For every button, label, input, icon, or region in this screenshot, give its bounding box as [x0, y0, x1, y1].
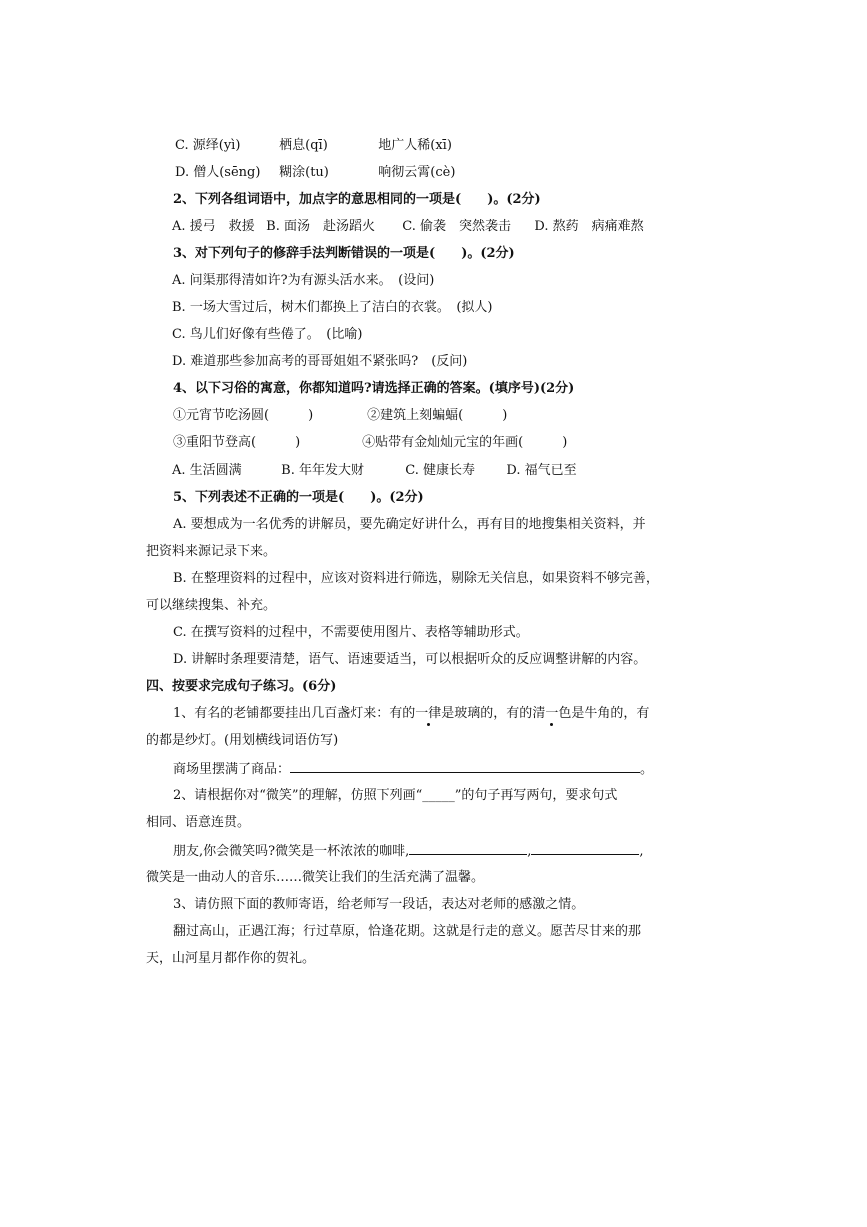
q2-title: 2、下列各组词语中，加点字的意思相同的一项是( )。(2分) — [173, 192, 541, 207]
s4-q1-answer-row — [173, 760, 653, 779]
s4-q1-text-c: 是玻璃的，有的 — [441, 706, 533, 721]
q2-option-c: C. 偷袭 突然袭击 — [402, 219, 512, 234]
q4-item4: ④贴带有金灿灿元宝的年画( ) — [362, 435, 568, 450]
q5-option-a-line1: A. 要想成为一名优秀的讲解员，要先确定好讲什么，再有目的地搜集相关资料，并 — [173, 517, 646, 532]
s4-q1-line1 — [173, 705, 649, 723]
s4-q1-answer-blank[interactable] — [290, 760, 640, 773]
q2-option-d: D. 熬药 病痛难熬 — [534, 219, 644, 234]
q1-c-word2: 栖息(qī) — [279, 138, 328, 153]
s4-q2-line2: 相同、语意连贯。 — [146, 815, 251, 830]
q1-d-word2: 糊涂(tu) — [279, 165, 329, 180]
s4-q2-example-line1 — [173, 842, 644, 861]
q4-option-d: D. 福气已至 — [506, 463, 577, 478]
q4-options — [172, 462, 577, 480]
q4-item1: ①元宵节吃汤圆( ) — [173, 408, 314, 423]
s4-q1-text-e: 是牛角的，有 — [571, 706, 650, 721]
q1-option-d — [175, 164, 455, 182]
q5-option-d: D. 讲解时条理要清楚，语气、语速要适当，可以根据听众的反应调整讲解的内容。 — [173, 652, 647, 667]
s4-q1-line2: 的都是纱灯。(用划横线词语仿写) — [146, 733, 339, 748]
q3-option-c: C. 鸟儿们好像有些倦了。 (比喻) — [172, 327, 363, 342]
q4-option-a: A. 生活圆满 — [172, 463, 242, 478]
q4-item3: ③重阳节登高( ) — [173, 435, 301, 450]
q3-option-d: D. 难道那些参加高考的哥哥姐姐不紧张吗? (反问) — [172, 354, 468, 369]
q2-option-b: B. 面汤 赴汤蹈火 — [266, 219, 375, 234]
q5-option-a-line2: 把资料来源记录下来。 — [146, 544, 277, 559]
s4-q1-end: 。 — [640, 762, 654, 777]
q3-option-b: B. 一场大雪过后，树木们都换上了洁白的衣裳。 (拟人) — [172, 300, 493, 315]
s4-q1-dotted-word-2: 清一色 — [532, 706, 572, 721]
s4-q2-sep: , — [527, 844, 532, 859]
s4-q2-blank-2[interactable] — [531, 842, 639, 855]
s4-q2-example-line2: 微笑是一曲动人的音乐……微笑让我们的生活充满了温馨。 — [146, 870, 485, 885]
q2-options — [172, 218, 644, 236]
q5-option-c: C. 在撰写资料的过程中，不需要使用图片、表格等辅助形式。 — [173, 625, 529, 640]
q3-option-a: A. 问渠那得清如许?为有源头活水来。 (设问) — [172, 273, 435, 288]
s4-q3-example-line1: 翻过高山，正遇江海；行过草原，恰逢花期。这就是行走的意义。愿苦尽甘来的那 — [173, 924, 642, 939]
s4-q2-blank-1[interactable] — [409, 842, 527, 855]
q4-row1 — [173, 407, 507, 425]
s4-q3-title: 3、请仿照下面的教师寄语，给老师写一段话，表达对老师的感激之情。 — [173, 897, 585, 912]
s4-q2-line1: 2、请根据你对“微笑”的理解，仿照下列画“_____”的句子再写两句，要求句式 — [173, 788, 618, 803]
s4-q1-dotted-word-1: 一律 — [415, 706, 442, 721]
section4-title: 四、按要求完成句子练习。(6分) — [146, 679, 337, 694]
q1-d-word1: D. 僧人(sēng) — [175, 165, 261, 180]
q4-option-b: B. 年年发大财 — [281, 463, 364, 478]
q4-row2 — [173, 434, 567, 452]
q1-option-c — [175, 137, 452, 155]
q5-option-b-line1: B. 在整理资料的过程中，应该对资料进行筛选，剔除无关信息，如果资料不够完善， — [173, 571, 659, 586]
q1-c-word1: C. 源绎(yì) — [175, 138, 241, 153]
q1-c-word3: 地广人稀(xī) — [378, 138, 452, 153]
s4-q2-example-text: 朋友,你会微笑吗?微笑是一杯浓浓的咖啡, — [173, 844, 410, 859]
s4-q3-example-line2: 天，山河星月都作你的贺礼。 — [146, 951, 316, 966]
q1-d-word3: 响彻云霄(cè) — [378, 165, 456, 180]
s4-q2-end: , — [639, 844, 644, 859]
s4-q1-text-a: 1、有名的老铺都要挂出几百盏灯来：有的 — [173, 706, 416, 721]
q4-option-c: C. 健康长寿 — [405, 463, 476, 478]
q3-title: 3、对下列句子的修辞手法判断错误的一项是( )。(2分) — [173, 246, 515, 261]
q4-title: 4、以下习俗的寓意，你都知道吗?请选择正确的答案。(填序号)(2分) — [173, 381, 575, 396]
q5-option-b-line2: 可以继续搜集、补充。 — [146, 598, 277, 613]
q4-item2: ②建筑上刻蝙蝠( ) — [367, 408, 508, 423]
q2-option-a: A. 援弓 救援 — [172, 219, 255, 234]
q5-title: 5、下列表述不正确的一项是( )。(2分) — [173, 490, 424, 505]
s4-q1-prompt: 商场里摆满了商品： — [173, 762, 291, 777]
